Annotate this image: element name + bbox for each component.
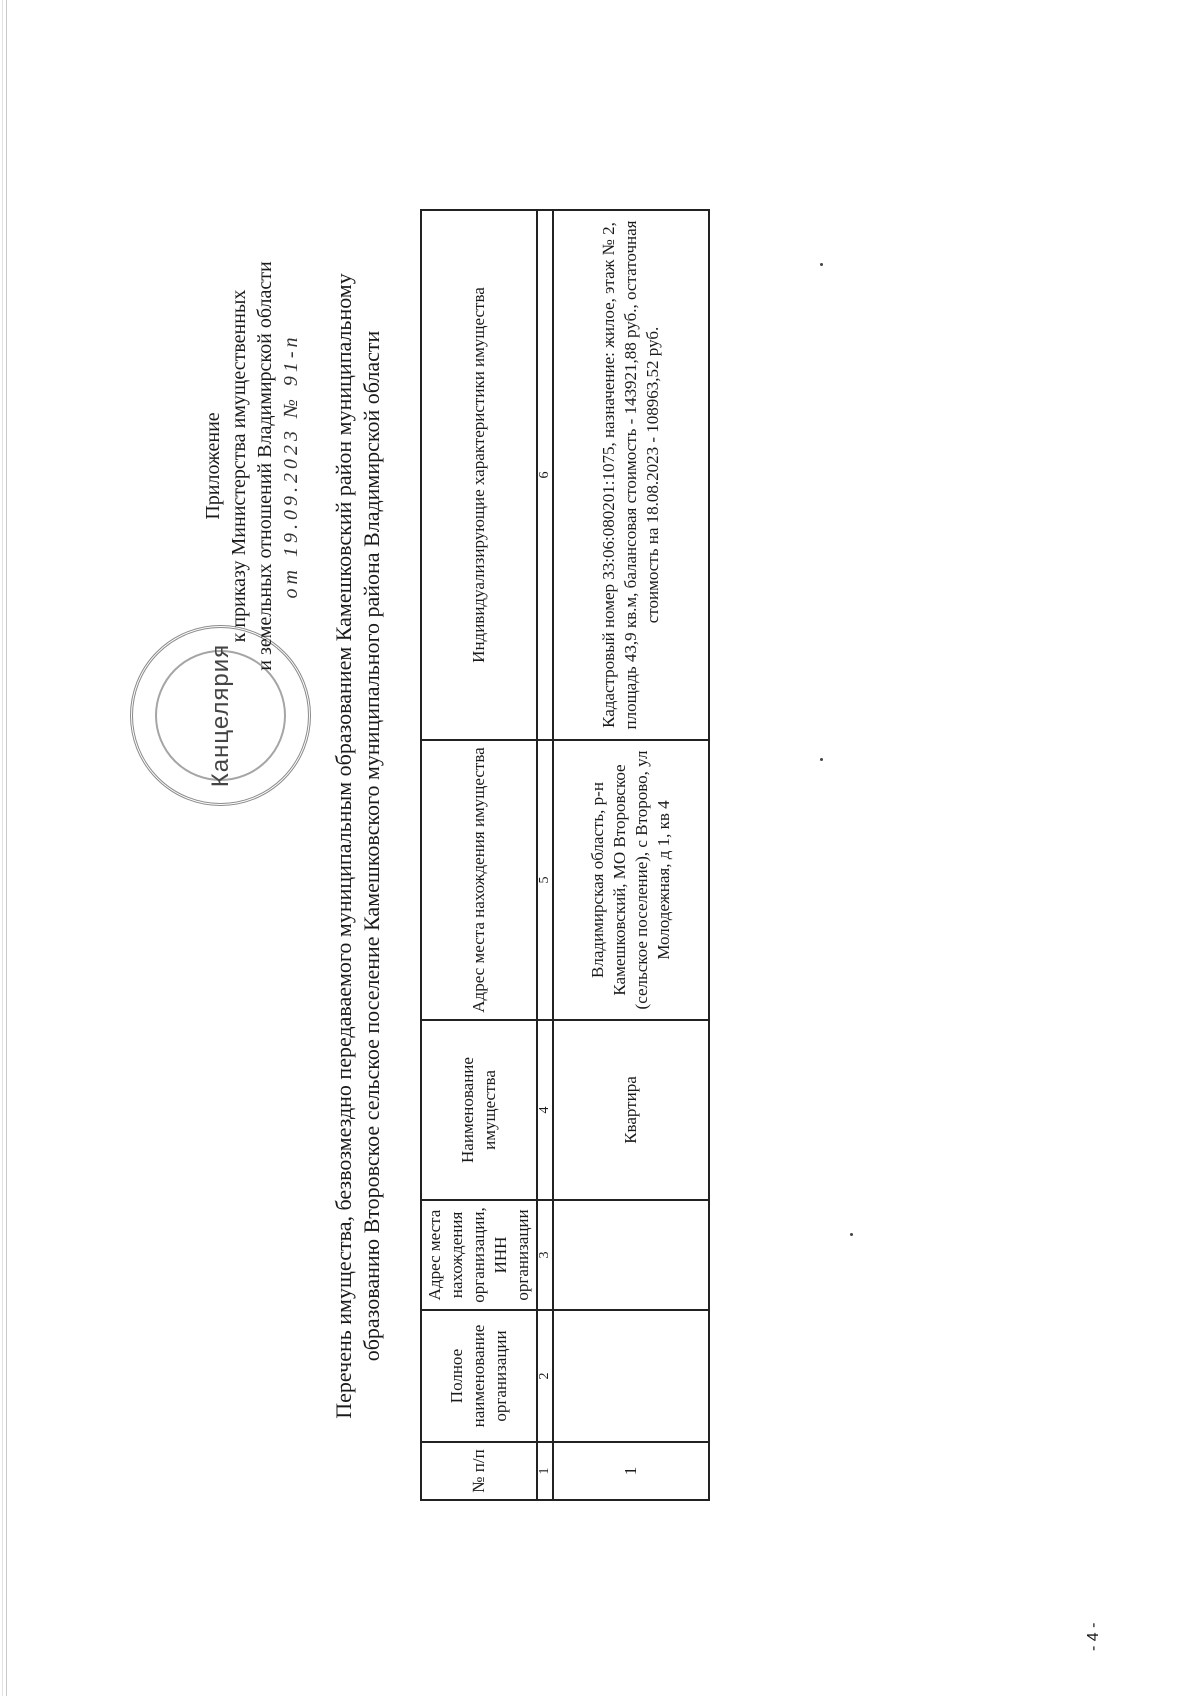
header-cell: № п/п <box>421 1442 537 1500</box>
column-number: 5 <box>537 740 553 1020</box>
characteristics-cell: Кадастровый номер 33:06:080201:1075, назначение: жилое, этаж № 2, площадь 43,9 кв.м, балансовая стоимость - 143921,88 руб., остаточная стоимость на 18.08.2023 - 108963,52 руб. <box>553 210 709 740</box>
header-cell: Адрес места нахождения имущества <box>421 740 537 1020</box>
column-number: 3 <box>537 1200 553 1310</box>
title-line-1: Перечень имущества, безвозмездно передаваемого муниципальным образованием Камешковский район муниципальному <box>331 273 356 1419</box>
column-number: 2 <box>537 1310 553 1442</box>
scan-speck <box>850 1233 853 1236</box>
appendix-block <box>200 166 304 766</box>
appendix-order-line: к приказу Министерства имущественных <box>228 289 250 643</box>
stamp-text: Канцелярия <box>207 643 234 788</box>
column-number: 4 <box>537 1020 553 1200</box>
header-cell: Полное наименование организации <box>421 1310 537 1442</box>
header-cell: Наименование имущества <box>421 1020 537 1200</box>
header-cell: Индивидуализирующие характеристики имущества <box>421 210 537 740</box>
appendix-signature-date: от 19.09.2023 № 91-п <box>280 333 302 599</box>
scan-speck <box>820 263 823 266</box>
row-number: 1 <box>553 1442 709 1500</box>
document-title <box>330 246 386 1446</box>
column-number: 1 <box>537 1442 553 1500</box>
title-line-2: образованию Второвское сельское поселение Камешковского муниципального района Владимирской области <box>359 330 384 1362</box>
appendix-ministry-line: и земельных отношений Владимирской области <box>254 261 276 671</box>
header-cell: Адрес места нахождения организации, ИНН организации <box>421 1200 537 1310</box>
page-number: - 4 - <box>1085 1622 1102 1651</box>
table-row <box>553 210 709 1500</box>
org-address-cell <box>553 1200 709 1310</box>
property-name-cell: Квартира <box>553 1020 709 1200</box>
property-address-cell: Владимирская область, р-н Камешковский, МО Второвское (сельское поселение), с Второво, ул Молодежная, д 1, кв 4 <box>553 740 709 1020</box>
table-header-row <box>421 210 537 1500</box>
property-table <box>420 209 710 1501</box>
scan-speck <box>820 758 823 761</box>
appendix-title: Приложение <box>202 412 224 520</box>
org-name-cell <box>553 1310 709 1442</box>
column-number-row <box>537 210 553 1500</box>
column-number: 6 <box>537 210 553 740</box>
